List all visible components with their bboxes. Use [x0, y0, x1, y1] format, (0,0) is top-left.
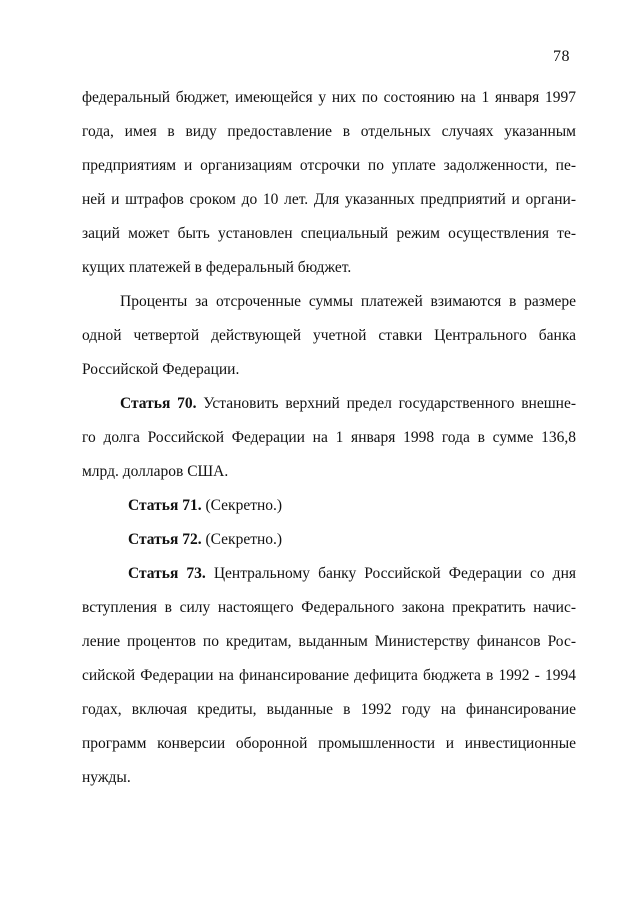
article-71-label: Статья 71.	[128, 497, 202, 514]
text-line: сийской Федерации на финансирование дефицита бюджета в 1992 - 1994	[82, 667, 576, 684]
text-line: Проценты за отсроченные суммы платежей взимаются в размере	[120, 293, 576, 310]
text-line: млрд. долларов США.	[82, 463, 229, 480]
text-line: вступления в силу настоящего Федерального закона прекратить начис-	[82, 599, 576, 616]
article-73-line	[128, 564, 576, 584]
text-line: кущих платежей в федеральный бюджет.	[82, 259, 352, 276]
text-line: одной четвертой действующей учетной ставки Центрального банка	[82, 327, 576, 344]
text-line: ней и штрафов сроком до 10 лет. Для указанных предприятий и органи-	[82, 191, 576, 208]
article-72-text: (Секретно.)	[201, 531, 283, 548]
text-line: федеральный бюджет, имеющейся у них по состоянию на 1 января 1997	[82, 89, 576, 106]
text-line: программ конверсии оборонной промышленности и инвестиционные	[82, 735, 576, 752]
article-73-label: Статья 73.	[128, 565, 206, 582]
article-71-line	[128, 496, 576, 516]
text-line: ление процентов по кредитам, выданным Министерству финансов Рос-	[82, 633, 576, 650]
text-line: нужды.	[82, 769, 131, 786]
text-line: Российской Федерации.	[82, 361, 240, 378]
article-70-text: Установить верхний предел государственного внешне-	[196, 395, 576, 412]
article-71-text: (Секретно.)	[201, 497, 283, 514]
text-line: предприятиям и организациям отсрочки по уплате задолженности, пе-	[82, 157, 576, 174]
text-line: го долга Российской Федерации на 1 января 1998 года в сумме 136,8	[82, 429, 576, 446]
page-number: 78	[553, 48, 570, 65]
article-73-text: Центральному банку Российской Федерации со дня	[205, 565, 576, 582]
text-line: годах, включая кредиты, выданные в 1992 году на финансирование	[82, 701, 576, 718]
article-70-line	[120, 394, 576, 414]
article-72-line	[128, 530, 576, 550]
article-70-label: Статья 70.	[120, 395, 197, 412]
text-line: года, имея в виду предоставление в отдельных случаях указанным	[82, 123, 576, 140]
article-72-label: Статья 72.	[128, 531, 202, 548]
text-line: заций может быть установлен специальный режим осуществления те-	[82, 225, 576, 242]
